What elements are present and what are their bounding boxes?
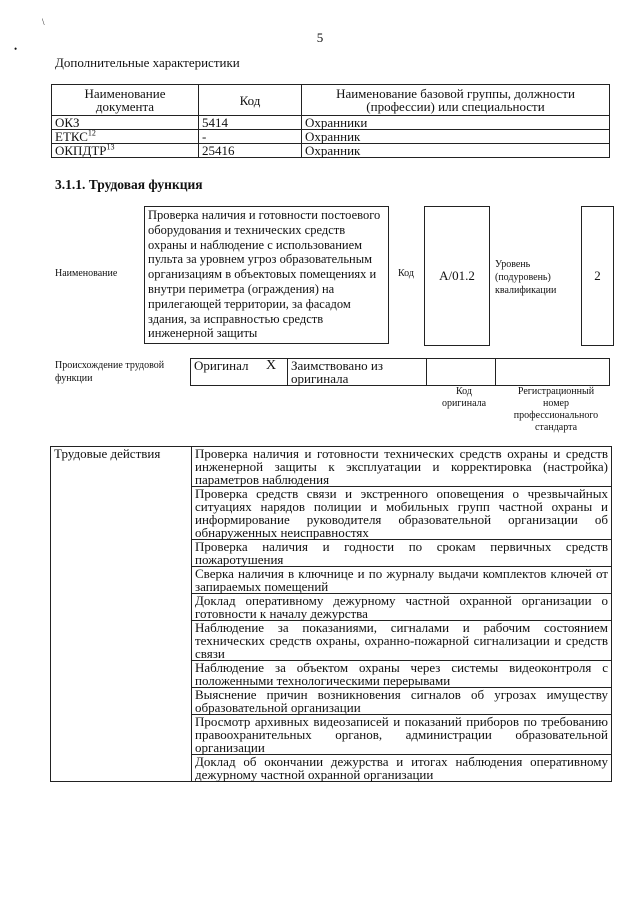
function-code-box bbox=[424, 206, 490, 346]
labor-actions-label: Трудовые действия bbox=[51, 447, 192, 782]
header-code: Код bbox=[199, 85, 302, 116]
labor-action-item: Сверка наличия в ключнице и по журналу выдачи комплектов ключей от запираемых помещений bbox=[192, 567, 612, 594]
code-original-label: Код оригинала bbox=[441, 386, 487, 409]
name-cell: Охранник bbox=[302, 144, 610, 158]
margin-mark: \ bbox=[42, 17, 45, 27]
level-box bbox=[581, 206, 614, 346]
header-group: Наименование базовой группы, должности (профессии) или специальности bbox=[302, 85, 610, 116]
doc-cell: ОКПДТР$^{13}$ bbox=[52, 144, 199, 158]
level-value: 2 bbox=[594, 268, 601, 283]
name-cell: Охранники bbox=[302, 116, 610, 130]
code-cell: 25416 bbox=[199, 144, 302, 158]
margin-dot: • bbox=[14, 44, 18, 54]
doc-cell: ЕТКС$^{12}$ bbox=[52, 130, 199, 144]
name-cell: Охранник bbox=[302, 130, 610, 144]
doc-cell: ОКЗ bbox=[52, 116, 199, 130]
labor-action-item: Наблюдение за показаниями, сигналами и рабочим состоянием технических средств охраны, охранно-пожарной сигнализации и средств связи bbox=[192, 621, 612, 661]
table-row bbox=[52, 144, 610, 158]
level-label: Уровень (подуровень) квалификации bbox=[495, 259, 557, 296]
original-label: Оригинал bbox=[191, 359, 256, 386]
code-label: Код bbox=[398, 268, 414, 279]
table-row bbox=[52, 130, 610, 144]
labor-action-item: Просмотр архивных видеозаписей и показаний приборов по требованию правоохранительных органов, администрации образовательной организации bbox=[192, 715, 612, 755]
labor-action-item: Выяснение причин возникновения сигналов об угрозах имуществу образовательной организации bbox=[192, 688, 612, 715]
code-original-cell bbox=[427, 359, 496, 386]
labor-action-item: Доклад об окончании дежурства и итогах наблюдения оперативному дежурному частной охранной организации bbox=[192, 755, 612, 782]
labor-action-item: Проверка наличия и годности по срокам первичных средств пожаротушения bbox=[192, 540, 612, 567]
original-mark: X bbox=[255, 359, 288, 386]
labor-actions-table bbox=[50, 446, 612, 782]
section-title: Дополнительные характеристики bbox=[55, 55, 240, 70]
labor-action-item: Доклад оперативному дежурному частной охранной организации о готовности к началу дежурства bbox=[192, 594, 612, 621]
codes-table bbox=[51, 84, 610, 158]
table-row bbox=[51, 447, 612, 487]
page-number: 5 bbox=[316, 30, 324, 45]
reg-number-label: Регистрационный номер профессионального стандарта bbox=[513, 386, 599, 433]
borrowed-label: Заимствовано из оригинала bbox=[288, 359, 427, 386]
labor-action-item: Наблюдение за объектом охраны через системы видеоконтроля с положенными технологическими перерывами bbox=[192, 661, 612, 688]
origin-label: Происхождение трудовой функции bbox=[55, 360, 165, 384]
code-cell: 5414 bbox=[199, 116, 302, 130]
table-row bbox=[52, 116, 610, 130]
labor-action-item: Проверка средств связи и экстренного оповещения о чрезвычайных ситуациях нарядов полиции и мобильных групп частной охраны и информирование руководителя образовательной организации об обнаруженных неисправностях bbox=[192, 487, 612, 540]
code-cell: - bbox=[199, 130, 302, 144]
origin-table bbox=[190, 358, 610, 386]
function-heading: 3.1.1. Трудовая функция bbox=[55, 177, 203, 192]
header-doc: Наименование документа bbox=[52, 85, 199, 116]
name-label: Наименование bbox=[55, 268, 118, 279]
function-code: A/01.2 bbox=[439, 268, 475, 283]
reg-number-cell bbox=[496, 359, 610, 386]
function-name-box: Проверка наличия и готовности постоевого оборудования и технических средств охраны и наблюдение с использованием пульта за уровнем угроз образовательным организациям в объектовых помещениях и внутри периметра (ограждения) на прилегающей территории, за фасадом здания, за исправностью средств инженерной защиты bbox=[144, 206, 389, 344]
table-header-row bbox=[52, 85, 610, 116]
labor-action-item: Проверка наличия и готовности технических средств охраны и средств инженерной защиты к эксплуатации и корректировка (настройка) параметров наблюдения bbox=[192, 447, 612, 487]
